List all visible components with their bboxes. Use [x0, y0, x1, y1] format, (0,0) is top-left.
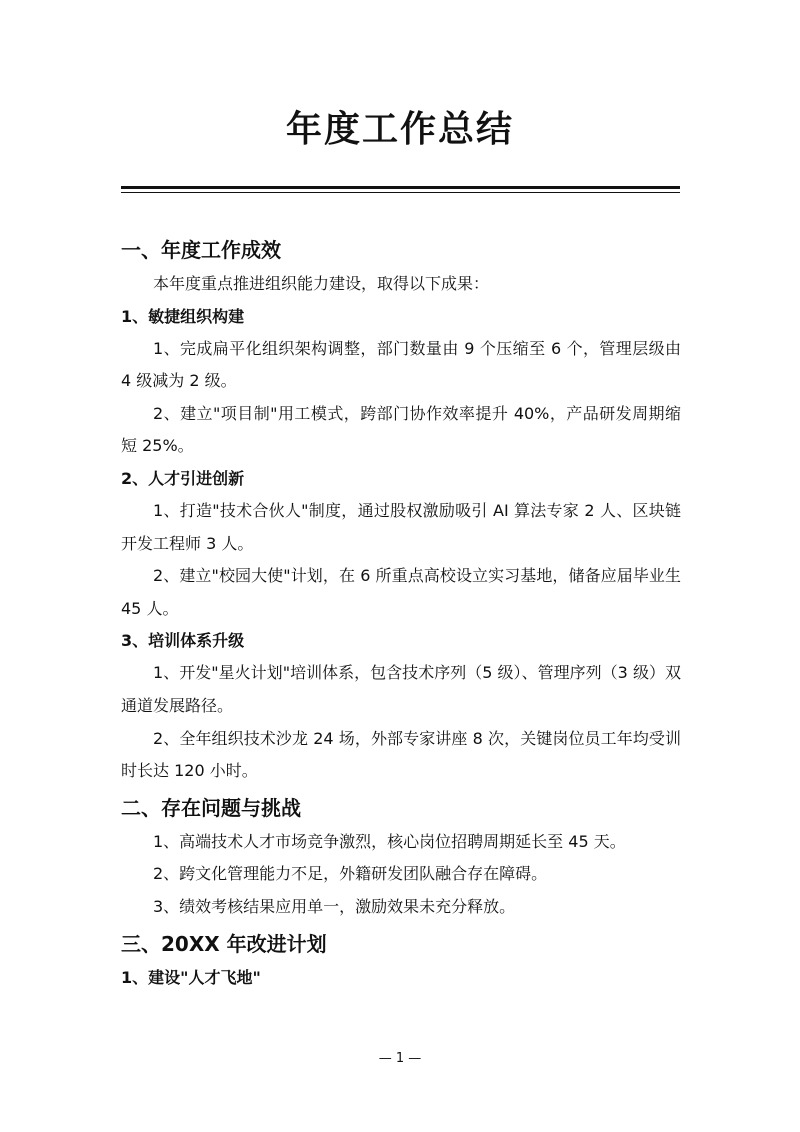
- paragraph: 1、完成扁平化组织架构调整，部门数量由 9 个压缩至 6 个，管理层级由 4 级减为 2 级。: [121, 338, 681, 391]
- page-number: — 1 —: [378, 1051, 422, 1066]
- title-divider-thick: [121, 186, 680, 189]
- paragraph: 3、绩效考核结果应用单一，激励效果未充分释放。: [153, 896, 516, 916]
- title-divider-thin: [121, 192, 680, 193]
- paragraph: 2、跨文化管理能力不足，外籍研发团队融合存在障碍。: [153, 864, 548, 884]
- section-heading: 一、年度工作成效: [121, 238, 281, 262]
- paragraph: 2、建立"项目制"用工模式，跨部门协作效率提升 40%，产品研发周期缩短 25%。: [121, 403, 681, 456]
- paragraph: 本年度重点推进组织能力建设，取得以下成果：: [153, 274, 490, 293]
- paragraph: 1、开发"星火计划"培训体系，包含技术序列（5 级）、管理序列（3 级）双通道发展路径。: [121, 663, 681, 715]
- section-heading: 三、20XX 年改进计划: [121, 931, 327, 956]
- paragraph: 1、打造"技术合伙人"制度，通过股权激励吸引 AI 算法专家 2 人、区块链开发工程师 3 人。: [121, 500, 681, 553]
- subsection-heading: 3、培训体系升级: [121, 631, 245, 651]
- paragraph: 2、建立"校园大使"计划，在 6 所重点高校设立实习基地，储备应届毕业生 45 人。: [121, 566, 681, 618]
- subsection-heading: 2、人才引进创新: [121, 468, 245, 488]
- document-title: 年度工作总结: [285, 109, 514, 150]
- subsection-heading: 1、敏捷组织构建: [121, 306, 245, 326]
- paragraph: 2、全年组织技术沙龙 24 场，外部专家讲座 8 次，关键岗位员工年均受训时长达 120 小时。: [121, 728, 681, 781]
- subsection-heading: 1、建设"人才飞地": [121, 967, 261, 987]
- document-body: [121, 232, 681, 994]
- paragraph: 1、高端技术人才市场竞争激烈，核心岗位招聘周期延长至 45 天。: [153, 831, 626, 851]
- section-heading: 二、存在问题与挑战: [121, 795, 301, 820]
